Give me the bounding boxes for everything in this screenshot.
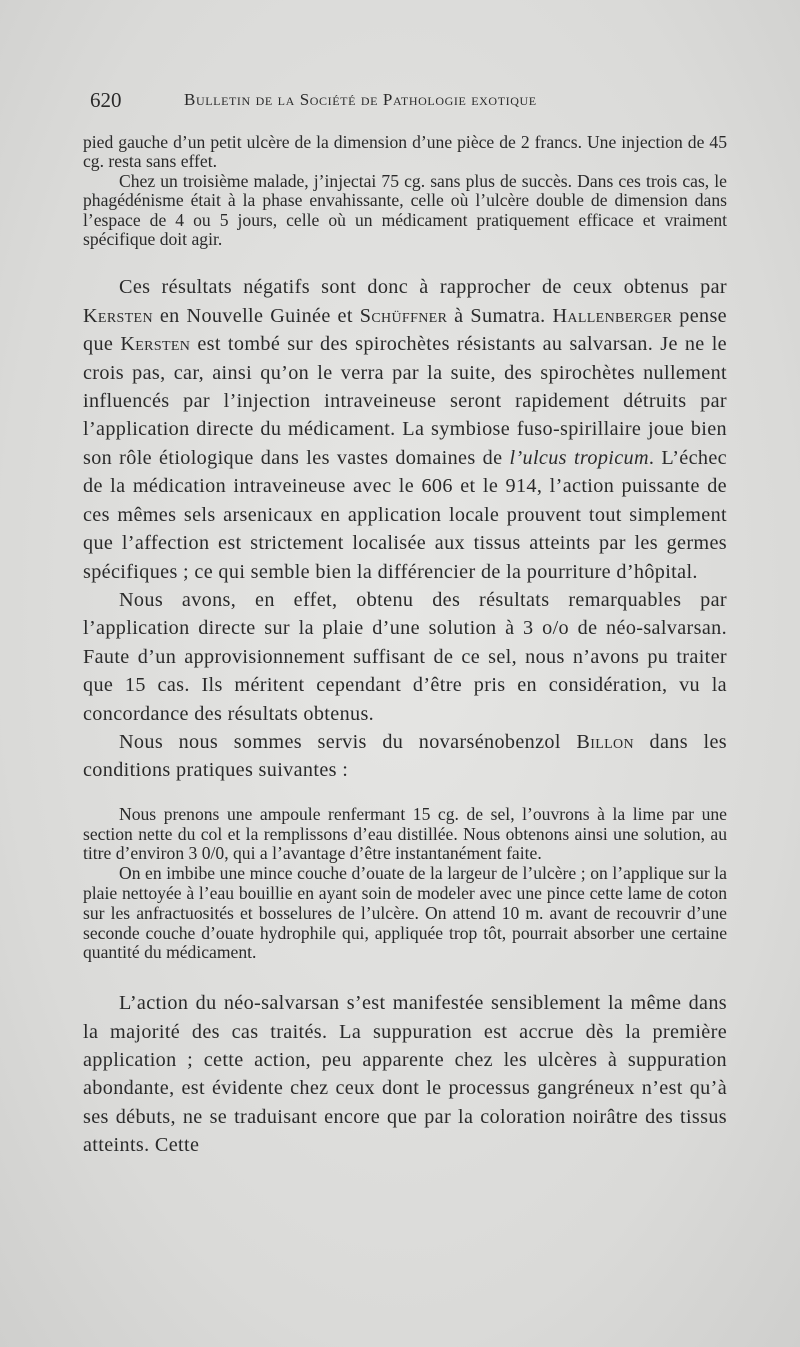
paragraph-action-neosalvarsan: L’action du néo-salvarsan s’est manifestée sensiblement la même dans la majorité des cas traités. La suppuration est accrue dès la première application ; cette action, peu apparente chez les ulcères à suppuration abondante, est évidente chez ceux dont le processus gangréneux n’est qu’à ses débuts, ne se traduisant encore que par la coloration noirâtre des tissus atteints. Cette <box>83 992 727 1157</box>
paragraph-continuation: pied gauche d’un petit ulcère de la dimension d’une pièce de 2 francs. Une injection de 45 cg. resta sans effet. <box>83 132 727 172</box>
running-title: Bulletin de la Société de Pathologie exotique <box>184 90 537 109</box>
page-body <box>83 133 727 1160</box>
paragraph-procedure-1: Nous prenons une ampoule renfermant 15 cg. de sel, l’ouvrons à la lime par une section nette du col et la remplissons d’eau distillée. Nous obtenons ainsi une solution, au titre d’environ 3 0/0, qui a l’avantage d’être instantanément faite. <box>83 803 727 864</box>
page-header <box>90 88 730 118</box>
latin-term: l’ulcus tropicum <box>509 446 649 469</box>
author-name: Kersten <box>120 333 191 356</box>
paragraph-procedure-2: On en imbibe une mince couche d’ouate de la largeur de l’ulcère ; on l’applique sur la plaie nettoyée à l’eau bouillie en ayant soin de modeler avec une pince cette lame de coton sur les anfractuosités et bosselures de l’ulcère. On attend 10 m. avant de recouvrir d’une seconde couche d’ouate hydrophile qui, appliquée trop tôt, pourrait absorber une certaine quantité du médicament. <box>83 863 727 963</box>
author-name: Hallenberger <box>552 304 673 327</box>
author-name: Kersten <box>83 304 153 327</box>
paragraph-third-patient: Chez un troisième malade, j’injectai 75 cg. sans plus de succès. Dans ces trois cas, le phagédénisme était à la phase envahissante, celle où l’ulcère double de dimension dans l’espace de 4 ou 5 jours, celle où un médicament pratiquement efficace et vraiment spécifique doit agir. <box>83 170 727 250</box>
page-number: 620 <box>90 88 122 112</box>
author-name: Billon <box>576 730 634 753</box>
paragraph-remarkable-results: Nous avons, en effet, obtenu des résultats remarquables par l’application directe sur la plaie d’une solution à 3 o/o de néo-salvarsan. Faute d’un approvisionnement suffisant de ce sel, nous n’avons pu traiter que 15 cas. Ils méritent cependant d’être pris en considération, vu la concordance des résultats obtenus. <box>83 588 727 725</box>
author-name: Schüffner <box>359 304 448 327</box>
paragraph-conditions: Nous nous sommes servis du novarsénobenzol Billon dans les conditions pratiques suivantes : <box>83 730 727 782</box>
paragraph-negative-results: Ces résultats négatifs sont donc à rapprocher de ceux obtenus par Kersten en Nouvelle Guinée et Schüffner à Sumatra. Hallenberger pense que Kersten est tombé sur des spirochètes résistants au salvarsan. Je ne le crois pas, car, ainsi qu’on le verra par la suite, des spirochètes nullement influencés par l’injection intraveineuse seront rapidement détruits par l’application directe du médicament. La symbiose fuso-spirillaire joue bien son rôle étiologique dans les vastes domaines de l’ulcus tropicum. L’échec de la médication intraveineuse avec le 606 et le 914, l’action puissante de ces mêmes sels arsenicaux en application locale prouvent tout simplement que l’affection est strictement localisée aux tissus atteints par les germes spécifiques ; ce qui semble bien la différencier de la pourriture d’hôpital. <box>83 276 727 583</box>
